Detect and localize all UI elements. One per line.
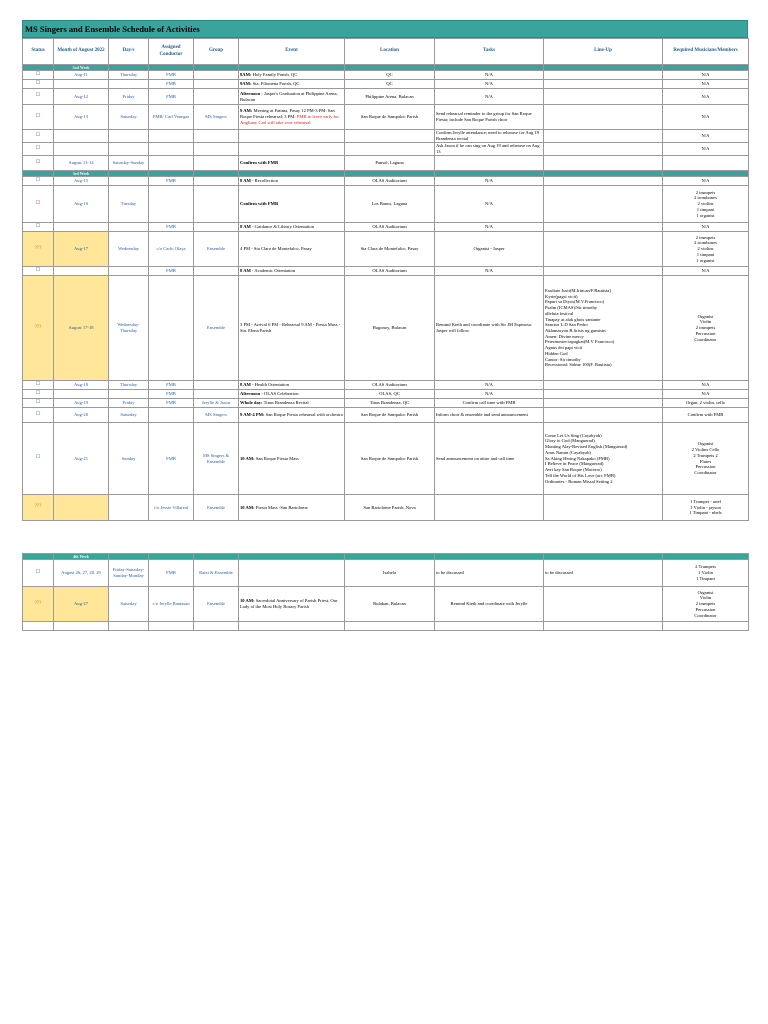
location-cell[interactable]: QC: [345, 71, 435, 80]
event-text: Fiesta Mass -San Bartolome: [254, 504, 308, 510]
lineup-cell[interactable]: Come Let Us Sing (Cayabyab) Glory to God (Manguerad) Munting Alay-Revised English (Manguerad) Anus Namin (Cayabyab) Sa Aking Hering Nakapako (FMB) I Believe in Peace (Manguerad) Avri kay San Roque (Macerro) Tell the World of His Love (arr. FMB) Ordinaries - Roman Missal Setting 2: [544, 423, 663, 495]
required-musicians-cell[interactable]: 2 Trumpets 1 Violin 1 Timpani: [663, 560, 749, 587]
week-label: 3rd Week: [54, 171, 109, 177]
required-musicians-cell[interactable]: N/A: [663, 267, 749, 276]
date-cell[interactable]: [54, 223, 109, 232]
event-time: 10 AM:: [240, 598, 255, 604]
day-cell[interactable]: Saturday-Sunday: [109, 156, 149, 171]
lineup-cell[interactable]: to be discussed: [544, 560, 663, 587]
conductor-cell[interactable]: c/o Jessie Villareal: [149, 495, 194, 521]
location-cell[interactable]: [345, 143, 435, 156]
date-cell[interactable]: Aug-27: [54, 587, 109, 622]
event-cell[interactable]: [239, 223, 345, 232]
day-cell[interactable]: Friday: [109, 89, 149, 105]
event-text: Tinas Brandenza Recital: [262, 400, 309, 406]
conductor-cell[interactable]: FMB: [149, 423, 194, 495]
event-text: Sacerdotal Anniversary of Parish Priest, Our Lady of the Most Holy Rosary Parish: [240, 598, 338, 609]
date-cell[interactable]: Aug-17: [54, 232, 109, 267]
event-time: Confirm with FMB: [240, 201, 279, 207]
status-checkbox[interactable]: ☐: [23, 390, 54, 399]
table-row: [23, 276, 749, 381]
tasks-cell[interactable]: Confirm call time with FMB: [435, 399, 544, 408]
required-musicians-cell[interactable]: 2 trumpets 2 trombones 2 violins 1 timpani 1 organist: [663, 232, 749, 267]
required-musicians-cell[interactable]: N/A: [663, 71, 749, 80]
event-cell[interactable]: [239, 105, 345, 130]
status-checkbox[interactable]: [23, 622, 54, 631]
event-text: 4 PM - Sta Clara de Montefalco, Pasay: [240, 246, 312, 252]
location-cell[interactable]: Bulakan, Bulacan: [345, 587, 435, 622]
group-cell[interactable]: MS Singers: [194, 105, 239, 130]
lineup-cell[interactable]: [544, 177, 663, 186]
location-cell[interactable]: [345, 622, 435, 631]
group-cell[interactable]: MS Singers: [194, 408, 239, 423]
lineup-cell[interactable]: [544, 130, 663, 143]
tasks-cell[interactable]: Send announcement on attire and call time: [435, 423, 544, 495]
group-cell[interactable]: [194, 89, 239, 105]
conductor-cell[interactable]: FMB: [149, 267, 194, 276]
location-cell[interactable]: OLAS Auditorium: [345, 177, 435, 186]
day-cell[interactable]: Thursday: [109, 381, 149, 390]
date-cell[interactable]: [54, 622, 109, 631]
table-row: [23, 587, 749, 622]
status-checkbox[interactable]: ☐: [23, 560, 54, 587]
day-cell[interactable]: Wednesday-Thursday: [109, 276, 149, 381]
date-cell[interactable]: Aug-18: [54, 381, 109, 390]
lineup-cell[interactable]: [544, 105, 663, 130]
group-cell[interactable]: MS Singers & Ensemble: [194, 423, 239, 495]
conductor-cell[interactable]: c/o Jerylle Bantasan: [149, 587, 194, 622]
status-checkbox[interactable]: ☐: [23, 267, 54, 276]
day-cell[interactable]: Friday-Saturday-Sunday-Monday: [109, 560, 149, 587]
col-header[interactable]: Status: [23, 39, 54, 65]
status-checkbox[interactable]: ☐: [23, 130, 54, 143]
event-cell[interactable]: [239, 399, 345, 408]
event-text: - Jasper's Graduation at Philippine Arena, Bulacan: [240, 90, 338, 102]
header-row: [23, 39, 749, 65]
event-time: 10 AM:: [240, 504, 255, 510]
event-cell[interactable]: [239, 423, 345, 495]
conductor-cell[interactable]: c/o Carlo Olaya: [149, 232, 194, 267]
event-time: 8 AM: [240, 382, 251, 388]
tasks-cell[interactable]: N/A: [435, 89, 544, 105]
conductor-cell[interactable]: FMB: [149, 80, 194, 89]
required-musicians-cell[interactable]: Organ, 2 violin, cello: [663, 399, 749, 408]
table-row: [23, 408, 749, 423]
conductor-cell[interactable]: [149, 622, 194, 631]
schedule-table: [22, 38, 749, 521]
conductor-cell[interactable]: FMB/ Carl Venegas: [149, 105, 194, 130]
tasks-cell[interactable]: to be discussed: [435, 560, 544, 587]
group-cell[interactable]: [194, 156, 239, 171]
conductor-cell[interactable]: FMB: [149, 560, 194, 587]
required-musicians-cell[interactable]: Organist Violin 2 trumpets Percussion Coordinator: [663, 276, 749, 381]
location-cell[interactable]: Hagonoy, Bulacan: [345, 276, 435, 381]
date-cell[interactable]: Aug-13: [54, 105, 109, 130]
event-text: San Roque Fiesta rehearsal with orchestra: [264, 412, 343, 418]
status-checkbox[interactable]: ☐: [23, 423, 54, 495]
group-cell[interactable]: Jerylle & Jason: [194, 399, 239, 408]
location-cell[interactable]: Isabela: [345, 560, 435, 587]
lineup-cell[interactable]: [544, 186, 663, 223]
status-checkbox[interactable]: ???: [23, 276, 54, 381]
location-cell[interactable]: Philippine Arena, Bulacan: [345, 89, 435, 105]
lineup-cell[interactable]: [544, 223, 663, 232]
day-cell[interactable]: [109, 130, 149, 143]
table-row: [23, 71, 749, 80]
status-checkbox[interactable]: ☐: [23, 399, 54, 408]
lineup-cell[interactable]: [544, 89, 663, 105]
table-row: [23, 156, 749, 171]
event-text: San Roque Fiesta Mass: [254, 455, 299, 461]
col-header[interactable]: Assigned Conductor: [149, 39, 194, 65]
location-cell[interactable]: San Roque de Sampaloc Parish: [345, 105, 435, 130]
status-checkbox[interactable]: ☐: [23, 71, 54, 80]
event-time: 8AM:: [240, 72, 252, 78]
date-cell[interactable]: August 13-14: [54, 156, 109, 171]
table-row: [23, 105, 749, 130]
group-cell[interactable]: [194, 186, 239, 223]
event-cell[interactable]: [239, 276, 345, 381]
status-checkbox[interactable]: ☐: [23, 408, 54, 423]
tasks-cell[interactable]: Send rehearsal reminder to the group for San Roque Fiesta; include San Roque Parish choir: [435, 105, 544, 130]
table-row: [23, 495, 749, 521]
table-row: [23, 232, 749, 267]
date-cell[interactable]: Aug-16: [54, 186, 109, 223]
table-row: [23, 622, 749, 631]
table-row: [23, 399, 749, 408]
event-time: 8 AM: [240, 268, 251, 274]
conductor-cell[interactable]: [149, 186, 194, 223]
lineup-cell[interactable]: [544, 71, 663, 80]
group-cell[interactable]: Raizi & Ensemble: [194, 560, 239, 587]
day-cell[interactable]: [109, 143, 149, 156]
event-time: 9 AM-4 PM:: [240, 412, 265, 418]
status-checkbox[interactable]: ???: [23, 232, 54, 267]
event-cell[interactable]: [239, 80, 345, 89]
date-cell[interactable]: Aug-21: [54, 423, 109, 495]
event-cell[interactable]: [239, 143, 345, 156]
date-cell[interactable]: Aug-20: [54, 408, 109, 423]
tasks-cell[interactable]: [435, 156, 544, 171]
status-checkbox[interactable]: ☐: [23, 89, 54, 105]
group-cell[interactable]: Ensemble: [194, 232, 239, 267]
conductor-cell[interactable]: [149, 408, 194, 423]
day-cell[interactable]: Saturday: [109, 587, 149, 622]
event-time: Confirm with FMB: [240, 160, 279, 166]
event-cell[interactable]: [239, 495, 345, 521]
table-row: [23, 130, 749, 143]
group-cell[interactable]: [194, 223, 239, 232]
conductor-cell[interactable]: FMB: [149, 223, 194, 232]
day-cell[interactable]: [109, 267, 149, 276]
required-musicians-cell[interactable]: N/A: [663, 381, 749, 390]
status-checkbox[interactable]: ☐: [23, 143, 54, 156]
table-row: [23, 80, 749, 89]
col-header[interactable]: Required Musicians/Members: [663, 39, 749, 65]
location-cell[interactable]: [345, 130, 435, 143]
tasks-cell[interactable]: Ask Jason if he can sing on Aug 19 and rehearse on Aug 13: [435, 143, 544, 156]
conductor-cell[interactable]: FMB: [149, 390, 194, 399]
group-cell[interactable]: [194, 177, 239, 186]
event-cell[interactable]: [239, 408, 345, 423]
location-cell[interactable]: San Bartolome Parish, Nova: [345, 495, 435, 521]
group-cell[interactable]: [194, 130, 239, 143]
event-cell[interactable]: [239, 587, 345, 622]
tasks-cell[interactable]: N/A: [435, 80, 544, 89]
location-cell[interactable]: Pansol, Laguna: [345, 156, 435, 171]
table-row: [23, 267, 749, 276]
event-time: Afternoon: [240, 391, 261, 397]
location-cell[interactable]: QC: [345, 80, 435, 89]
lineup-cell[interactable]: [544, 143, 663, 156]
event-cell[interactable]: [239, 89, 345, 105]
sheet-title: MS Singers and Ensemble Schedule of Activities: [22, 20, 748, 38]
event-text: - Guidance & Library Orientation: [250, 224, 315, 230]
day-cell[interactable]: Thursday: [109, 71, 149, 80]
status-checkbox[interactable]: ☐: [23, 223, 54, 232]
lineup-cell[interactable]: [544, 232, 663, 267]
date-cell[interactable]: Aug-12: [54, 89, 109, 105]
group-cell[interactable]: [194, 143, 239, 156]
table-row: [23, 89, 749, 105]
spreadsheet: [22, 20, 748, 631]
week-label: 2nd Week: [54, 65, 109, 71]
event-cell[interactable]: [239, 622, 345, 631]
event-time: 8 AM: [240, 178, 251, 184]
lineup-cell[interactable]: [544, 390, 663, 399]
tasks-cell[interactable]: N/A: [435, 71, 544, 80]
required-musicians-cell[interactable]: 2 trumpets 2 trombones 2 violins 1 timpani 1 organist: [663, 186, 749, 223]
required-musicians-cell[interactable]: N/A: [663, 143, 749, 156]
event-text: - Health Orientation: [250, 382, 290, 388]
lineup-cell[interactable]: Exultate Justi(M.Irincan/F.Bautista) Kyrie(pagsi vicit) Papuri sa Diyos(M.V.Francisco) Psalm (ICMAS)/Sir timothy alleluia festival Tinapay at alak ghois santante Sanctus L.D San Pedro Aklamasyon B.lirisis ng gumisin Amen: Divine mercy Petermoster:tapagkat(M.V Francisco) Agnus dei papi vicit Hidden God Cantor: Sir timothy Recessional: Salme 100(F. Bautista): [544, 276, 663, 381]
event-time: Whole day:: [240, 400, 263, 406]
location-cell[interactable]: Los Banos, Laguna: [345, 186, 435, 223]
required-musicians-cell[interactable]: N/A: [663, 89, 749, 105]
event-text: Meeting at Fatima, Pasay 12 PM-3 PM: San Roque Fiesta rehearsal; 3 PM:: [240, 108, 335, 120]
tasks-cell[interactable]: Remind Kieth and coordinate with Jerylle: [435, 587, 544, 622]
required-musicians-cell[interactable]: Organist 2 Violins Cello 2 Trumpets 2 Flutes Percussion Coordinator: [663, 423, 749, 495]
status-checkbox[interactable]: ☐: [23, 186, 54, 223]
date-cell[interactable]: August 26, 27, 28, 29: [54, 560, 109, 587]
date-cell[interactable]: Aug-11: [54, 71, 109, 80]
required-musicians-cell[interactable]: Organist Violin 2 trumpets Percussion Coordinator: [663, 587, 749, 622]
group-cell[interactable]: Ensemble: [194, 587, 239, 622]
required-musicians-cell[interactable]: N/A: [663, 390, 749, 399]
group-cell[interactable]: [194, 267, 239, 276]
lineup-cell[interactable]: [544, 399, 663, 408]
event-cell[interactable]: [239, 130, 345, 143]
event-cell[interactable]: [239, 267, 345, 276]
location-cell[interactable]: Sta Clara de Montefalco, Pasay: [345, 232, 435, 267]
table-row: [23, 560, 749, 587]
col-header[interactable]: Event: [239, 39, 345, 65]
conductor-cell[interactable]: [149, 276, 194, 381]
event-cell[interactable]: [239, 186, 345, 223]
required-musicians-cell[interactable]: N/A: [663, 130, 749, 143]
event-time: Afternoon: [240, 90, 261, 96]
required-musicians-cell[interactable]: [663, 622, 749, 631]
day-cell[interactable]: [109, 223, 149, 232]
tasks-cell[interactable]: N/A: [435, 186, 544, 223]
location-cell[interactable]: OLAS, QC: [345, 390, 435, 399]
location-cell[interactable]: San Roque de Sampaloc Parish: [345, 423, 435, 495]
tasks-cell[interactable]: Remind Kieth and coordinate with Sir JM Espinosa. Jasper will follow.: [435, 276, 544, 381]
required-musicians-cell[interactable]: N/A: [663, 223, 749, 232]
col-header[interactable]: Tasks: [435, 39, 544, 65]
conductor-cell[interactable]: FMB: [149, 381, 194, 390]
group-cell[interactable]: [194, 71, 239, 80]
tasks-cell[interactable]: [435, 622, 544, 631]
day-cell[interactable]: [109, 390, 149, 399]
group-cell[interactable]: [194, 80, 239, 89]
required-musicians-cell[interactable]: N/A: [663, 80, 749, 89]
tasks-cell[interactable]: N/A: [435, 381, 544, 390]
status-checkbox[interactable]: ☐: [23, 177, 54, 186]
location-cell[interactable]: OLAS Auditorium: [345, 381, 435, 390]
date-cell[interactable]: [54, 143, 109, 156]
status-checkbox[interactable]: ☐: [23, 105, 54, 130]
location-cell[interactable]: OLAS Auditorium: [345, 223, 435, 232]
table-row: [23, 186, 749, 223]
event-time: 9 AM:: [240, 108, 253, 114]
lineup-cell[interactable]: [544, 587, 663, 622]
group-cell[interactable]: Ensemble: [194, 495, 239, 521]
conductor-cell[interactable]: [149, 156, 194, 171]
date-cell[interactable]: Aug-15: [54, 177, 109, 186]
day-cell[interactable]: Saturday: [109, 408, 149, 423]
col-header[interactable]: Group: [194, 39, 239, 65]
required-musicians-cell[interactable]: [663, 156, 749, 171]
event-text: - OLAS Celebration: [260, 391, 299, 397]
table-row: [23, 390, 749, 399]
tasks-cell[interactable]: Confirm Jerylle attendance; need to rehearse for Aug 19 Brandenza recital: [435, 130, 544, 143]
status-checkbox[interactable]: ???: [23, 495, 54, 521]
group-cell[interactable]: [194, 390, 239, 399]
table-row: [23, 381, 749, 390]
required-musicians-cell[interactable]: 1 Trumpet - ariel 1 Violin - jayson 1 Timpani - nhels: [663, 495, 749, 521]
table-row: [23, 423, 749, 495]
tasks-cell[interactable]: N/A: [435, 390, 544, 399]
week-label: 4th Week: [54, 554, 109, 560]
tasks-cell[interactable]: N/A: [435, 177, 544, 186]
tasks-cell[interactable]: [435, 495, 544, 521]
schedule-table-week4: [22, 553, 749, 631]
lineup-cell[interactable]: [544, 267, 663, 276]
required-musicians-cell[interactable]: N/A: [663, 105, 749, 130]
col-header[interactable]: Month of August 2022: [54, 39, 109, 65]
lineup-cell[interactable]: [544, 408, 663, 423]
date-cell[interactable]: August 17-18: [54, 276, 109, 381]
conductor-cell[interactable]: FMB: [149, 89, 194, 105]
status-checkbox[interactable]: ☐: [23, 80, 54, 89]
lineup-cell[interactable]: [544, 495, 663, 521]
day-cell[interactable]: Tuesday: [109, 186, 149, 223]
event-text: Sta. Filomena Parish, QC: [251, 81, 300, 87]
event-note: FMB to leave early for Angliam; Carl will take over rehearsal: [240, 114, 339, 125]
event-text: 3 PM - Arrival 6 PM - Rehearsal 9 AM - Fiesta Mass - Sta. Elena Parish: [240, 322, 341, 333]
required-musicians-cell[interactable]: Confirm with FMB: [663, 408, 749, 423]
event-text: - Recollection: [250, 178, 278, 184]
day-cell[interactable]: [109, 622, 149, 631]
event-time: 9AM:: [240, 81, 252, 87]
location-cell[interactable]: San Roque de Sampaloc Parish: [345, 408, 435, 423]
event-cell[interactable]: [239, 232, 345, 267]
date-cell[interactable]: [54, 130, 109, 143]
day-cell[interactable]: Friday: [109, 399, 149, 408]
group-cell[interactable]: [194, 381, 239, 390]
event-cell[interactable]: [239, 71, 345, 80]
col-header[interactable]: Line-Up: [544, 39, 663, 65]
conductor-cell[interactable]: [149, 143, 194, 156]
conductor-cell[interactable]: [149, 130, 194, 143]
tasks-cell[interactable]: Inform choir & ensemble and send announcement: [435, 408, 544, 423]
tasks-cell[interactable]: N/A: [435, 223, 544, 232]
group-cell[interactable]: Ensemble: [194, 276, 239, 381]
event-time: 8 AM: [240, 224, 251, 230]
event-cell[interactable]: [239, 177, 345, 186]
location-cell[interactable]: OLAS Auditorium: [345, 267, 435, 276]
date-cell[interactable]: [54, 390, 109, 399]
event-cell[interactable]: [239, 390, 345, 399]
event-cell[interactable]: [239, 156, 345, 171]
day-cell[interactable]: [109, 80, 149, 89]
day-cell[interactable]: [109, 495, 149, 521]
status-checkbox[interactable]: ☐: [23, 381, 54, 390]
event-text: - Academic Orientation: [250, 268, 296, 274]
date-cell[interactable]: [54, 495, 109, 521]
date-cell[interactable]: [54, 267, 109, 276]
date-cell[interactable]: [54, 80, 109, 89]
lineup-cell[interactable]: [544, 622, 663, 631]
day-cell[interactable]: Sunday: [109, 423, 149, 495]
event-time: 10 AM:: [240, 455, 255, 461]
lineup-cell[interactable]: [544, 381, 663, 390]
event-cell[interactable]: [239, 381, 345, 390]
day-cell[interactable]: [109, 177, 149, 186]
status-checkbox[interactable]: ☐: [23, 156, 54, 171]
group-cell[interactable]: [194, 622, 239, 631]
event-cell[interactable]: [239, 560, 345, 587]
table-row: [23, 143, 749, 156]
table-row: [23, 177, 749, 186]
col-header[interactable]: Day/s: [109, 39, 149, 65]
day-cell[interactable]: Wednesday: [109, 232, 149, 267]
location-cell[interactable]: Tinas Brandenza, QC: [345, 399, 435, 408]
table-row: [23, 223, 749, 232]
conductor-cell[interactable]: FMB: [149, 71, 194, 80]
tasks-cell[interactable]: Organist - Jasper: [435, 232, 544, 267]
date-cell[interactable]: Aug-19: [54, 399, 109, 408]
status-checkbox[interactable]: ???: [23, 587, 54, 622]
tasks-cell[interactable]: N/A: [435, 267, 544, 276]
required-musicians-cell[interactable]: N/A: [663, 177, 749, 186]
col-header[interactable]: Location: [345, 39, 435, 65]
lineup-cell[interactable]: [544, 156, 663, 171]
lineup-cell[interactable]: [544, 80, 663, 89]
conductor-cell[interactable]: FMB: [149, 399, 194, 408]
day-cell[interactable]: Saturday: [109, 105, 149, 130]
conductor-cell[interactable]: FMB: [149, 177, 194, 186]
event-text: Holy Family Parish, QC: [251, 72, 298, 78]
